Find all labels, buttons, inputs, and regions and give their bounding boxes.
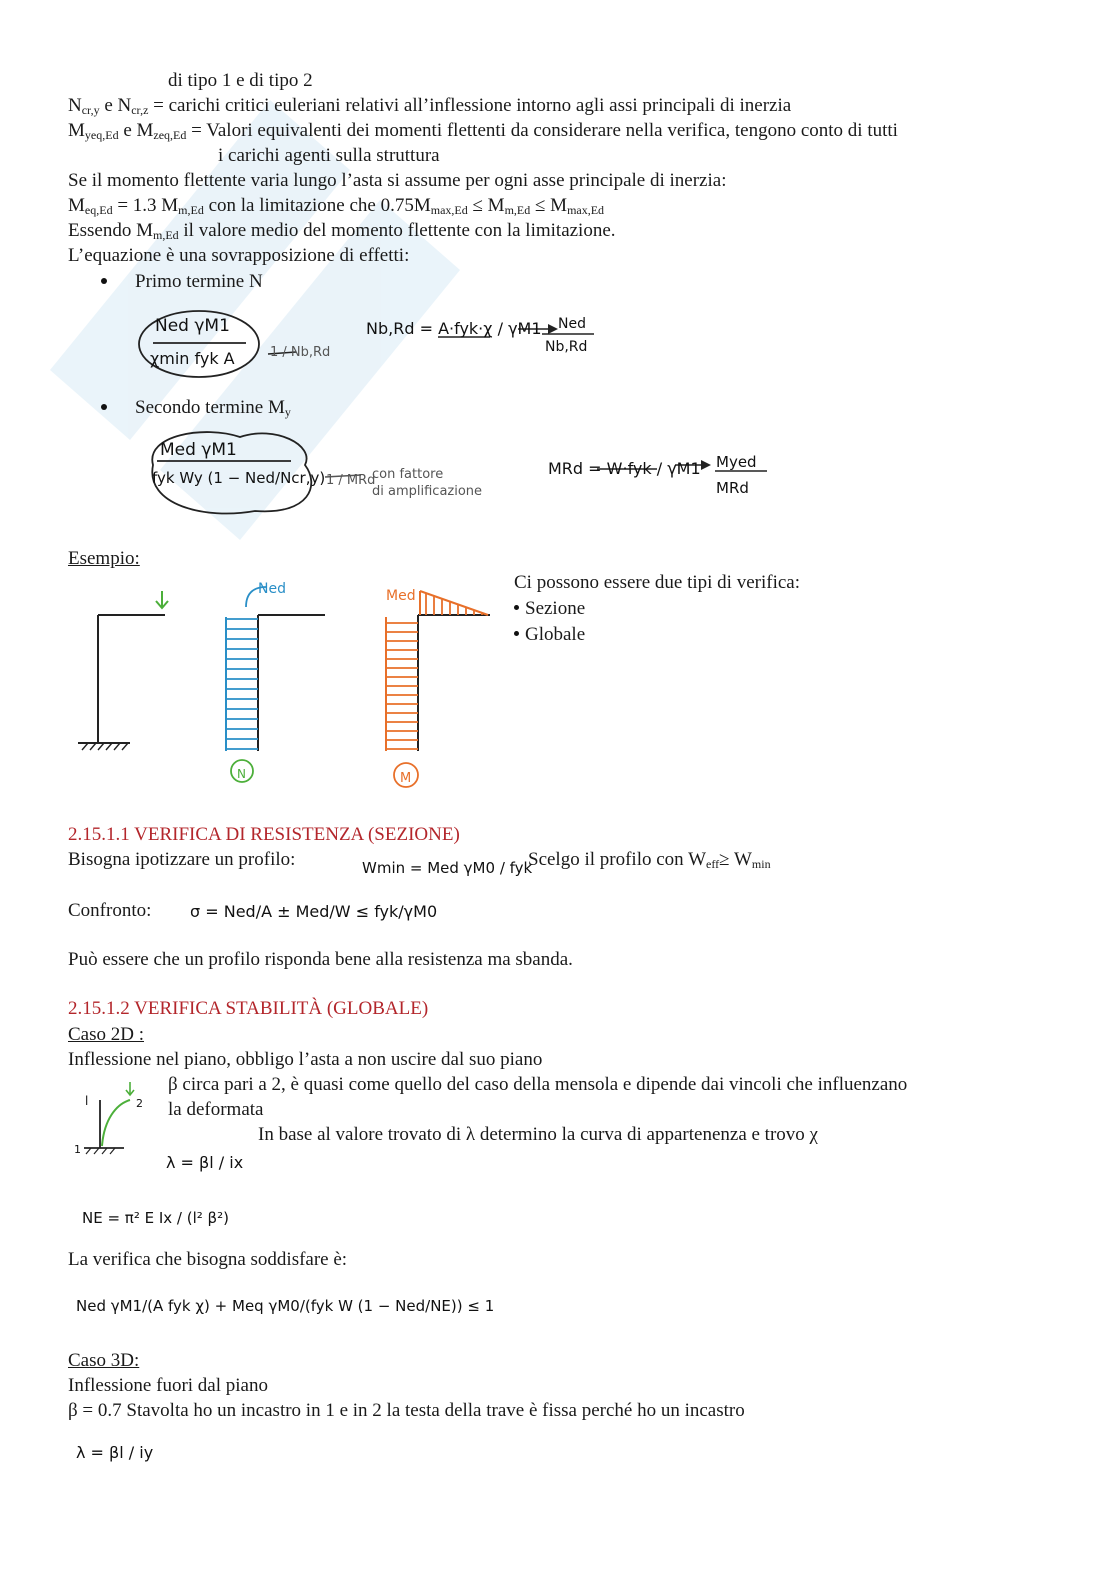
- f2-side3: di amplificazione: [372, 484, 483, 499]
- verif-globale: Globale: [514, 622, 585, 647]
- text-line-essendo: Essendo $M_{m,Ed}$ il valore medio del momento flettente con la limitazione.: [68, 220, 616, 242]
- esempio-label: Esempio:: [68, 548, 140, 569]
- n-diagram-label: N: [237, 767, 246, 781]
- text-deformata: la deformata: [168, 1099, 264, 1120]
- text-beta-07: β = 0.7 Stavolta ho un incastro in 1 e in 2 la testa della trave è fissa perché ho un incastro: [68, 1400, 745, 1421]
- f2-arrow-den: MRd: [716, 479, 749, 497]
- text-curva: In base al valore trovato di λ determino la curva di appartenenza e trovo χ: [258, 1124, 818, 1145]
- f1-numerator: Ned γM1: [155, 316, 230, 336]
- ned-label: Ned: [258, 581, 286, 597]
- f1-arrow-den: Nb,Rd: [545, 339, 588, 355]
- text-line-ncr: $N_{cr,y}$ e $N_{cr,z}$ = carichi critici euleriani relativi all’inflessione intorno agli assi principali di inerzia: [68, 95, 792, 117]
- text-line-meq-formula: $M_{eq,Ed} = 1.3$ $M_{m,Ed}$ con la limitazione che $0.75M_{max,Ed} \le M_{m,Ed} \le M_{max,Ed}$: [68, 195, 605, 217]
- f1-denominator: χmin fyk A: [150, 349, 235, 368]
- f2-side2: con fattore: [372, 467, 444, 482]
- f1-arrow-num: Ned: [558, 316, 586, 332]
- caso-2d-label: Caso 2D :: [68, 1024, 144, 1045]
- sigma-formula: σ = Ned/A ± Med/W ≤ fyk/γM0: [190, 902, 438, 921]
- f2-right: MRd = W·fyk / γM1: [548, 459, 701, 478]
- text-beta-2: β circa pari a 2, è quasi come quello del caso della mensola e dipende dai vincoli che influenzano: [168, 1074, 908, 1095]
- lambda-formula: λ = βl / ix: [166, 1153, 244, 1172]
- text-ipotizzare: Bisogna ipotizzare un profilo:: [68, 849, 296, 870]
- text-line-meq: $M_{yeq,Ed}$ e $M_{zeq,Ed}$ = Valori equivalenti dei momenti flettenti da considerare nella verifica, tengono conto di tutti: [68, 120, 898, 142]
- text-inflessione-piano: Inflessione nel piano, obbligo l’asta a non uscire dal suo piano: [68, 1049, 543, 1070]
- text-inflessione-fuori: Inflessione fuori dal piano: [68, 1375, 268, 1396]
- med-label: Med: [386, 588, 416, 604]
- label-l: l: [85, 1094, 89, 1108]
- verification-formula: Ned γM1/(A fyk χ) + Meq γM0/(fyk W (1 − Ned/NE)) ≤ 1: [76, 1297, 495, 1315]
- caso-3d-label: Caso 3D:: [68, 1350, 140, 1371]
- f2-arrow-num: Myed: [716, 453, 757, 471]
- f2-denominator: fyk Wy (1 − Ned/Ncr,y): [152, 469, 326, 487]
- f2-numerator: Med γM1: [160, 440, 237, 460]
- m-diagram-label: M: [400, 771, 412, 786]
- text-verifica-soddisfare: La verifica che bisogna soddisfare è:: [68, 1249, 348, 1270]
- esempio-diagram: [70, 585, 510, 795]
- heading-resistenza: 2.15.1.1 VERIFICA DI RESISTENZA (SEZIONE): [68, 824, 460, 845]
- text-confronto: Confronto:: [68, 900, 152, 921]
- bullet-primo-termine: Primo termine N: [101, 269, 263, 294]
- label-2: 2: [136, 1097, 143, 1110]
- text-sbanda: Può essere che un profilo risponda bene alla resistenza ma sbanda.: [68, 949, 573, 970]
- heading-stabilita: 2.15.1.2 VERIFICA STABILITÀ (GLOBALE): [68, 998, 429, 1019]
- wmin-formula: Wmin = Med γM0 / fyk: [362, 859, 533, 877]
- ne-formula: NE = π² E Ix / (l² β²): [82, 1209, 229, 1227]
- f2-side1: 1 / MRd: [326, 473, 376, 488]
- verif-sezione: Sezione: [514, 596, 585, 621]
- text-scelgo: Scelgo il profilo con $W_{eff}\ge W_{min}$: [528, 849, 771, 871]
- label-1: 1: [74, 1143, 81, 1156]
- text-line-tipo: di tipo 1 e di tipo 2: [168, 70, 313, 91]
- text-line-equazione: L’equazione è una sovrapposizione di effetti:: [68, 245, 410, 266]
- text-line-carichi: i carichi agenti sulla struttura: [218, 145, 440, 166]
- bullet-secondo-termine: Secondo termine $M_y$: [101, 395, 291, 420]
- verif-intro: Ci possono essere due tipi di verifica:: [514, 572, 800, 593]
- f1-right: Nb,Rd = A·fyk·χ / γM1: [366, 319, 542, 338]
- lambda-y-formula: λ = βl / iy: [76, 1443, 154, 1462]
- f1-side: 1 / Nb,Rd: [270, 345, 331, 360]
- text-line-momento: Se il momento flettente varia lungo l’asta si assume per ogni asse principale di inerzia:: [68, 170, 727, 191]
